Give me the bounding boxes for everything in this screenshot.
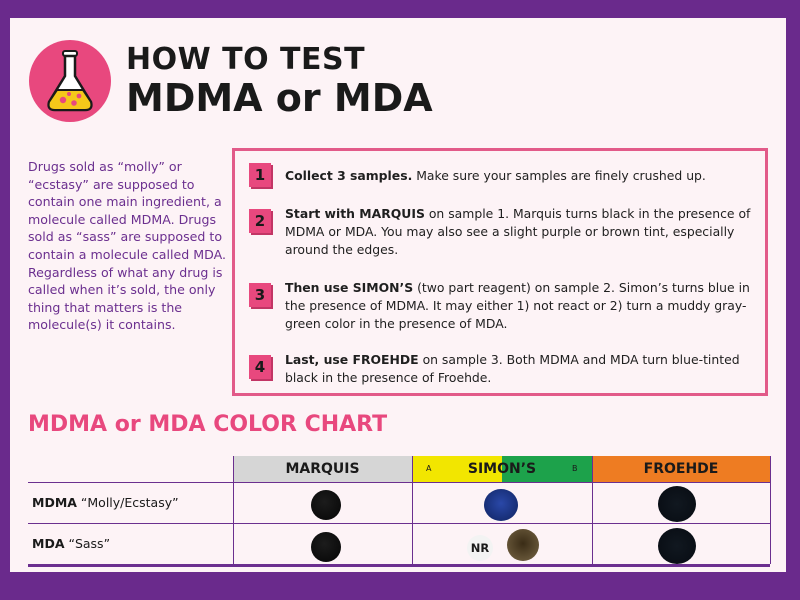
- marquis-mdma-result-swatch: [311, 490, 341, 520]
- intro-paragraph: Drugs sold as “molly” or “ecstasy” are supposed to contain one main ingredient, a molecule called MDMA. Drugs sold as “sass” are supposed to contain a molecule called MDA. Regardless of what any drug is called when it’s sold, the only thing that matters is the molecule(s) it contains.: [28, 159, 226, 333]
- step-number: 1: [249, 163, 271, 187]
- page-title-line2: MDMA or MDA: [126, 76, 433, 120]
- table-divider: [233, 456, 234, 564]
- step-text: Last, use FROEHDE on sample 3. Both MDMA and MDA turn blue-tinted black in the presence of Froehde.: [285, 352, 740, 385]
- column-header-froehde: FROEHDE: [592, 456, 770, 482]
- table-divider: [412, 456, 413, 564]
- steps-box: [232, 148, 768, 396]
- table-divider: [770, 456, 771, 564]
- column-header-simons: SIMON’S: [412, 456, 592, 482]
- marquis-mda-result-swatch: [311, 532, 341, 562]
- page-title-line1: HOW TO TEST: [126, 42, 366, 77]
- froehde-mda-result-swatch: [658, 528, 696, 564]
- simons-sub-b: B: [572, 464, 578, 473]
- simons-sub-a: A: [426, 464, 432, 473]
- flask-icon: [29, 40, 111, 122]
- row-label-mda: MDA “Sass”: [32, 536, 111, 551]
- step-text: Then use SIMON’S (two part reagent) on sample 2. Simon’s turns blue in the presence of MDMA. It may either 1) not react or 2) turn a muddy gray-green color in the presence of MDA.: [285, 280, 750, 331]
- step-text: Start with MARQUIS on sample 1. Marquis turns black in the presence of MDMA or MDA. You may also see a slight purple or brown tint, especially around the edges.: [285, 206, 751, 257]
- step-number: 3: [249, 283, 271, 307]
- simons-mda-result-swatch: [507, 529, 539, 561]
- step-number: 4: [249, 355, 271, 379]
- simons-mda-no-reaction: NR: [467, 535, 493, 561]
- table-bottom-rule: [28, 564, 770, 567]
- froehde-mdma-result-swatch: [658, 486, 696, 522]
- simons-mdma-result-swatch: [484, 489, 518, 521]
- step-number: 2: [249, 209, 271, 233]
- bottom-bar: [10, 572, 786, 580]
- column-header-marquis: MARQUIS: [233, 456, 412, 482]
- row-label-mdma: MDMA “Molly/Ecstasy”: [32, 495, 179, 510]
- table-divider: [592, 456, 593, 564]
- step-text: Collect 3 samples. Make sure your samples are finely crushed up.: [285, 168, 706, 183]
- color-chart-title: MDMA or MDA COLOR CHART: [28, 412, 388, 437]
